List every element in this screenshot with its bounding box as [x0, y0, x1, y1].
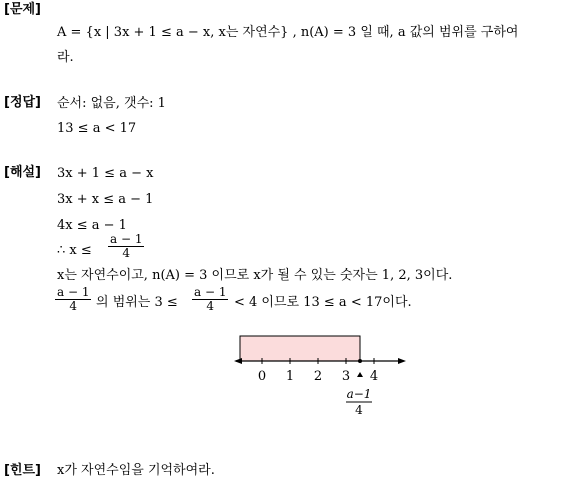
tick-label: 3 [341, 369, 351, 384]
solution-step-4: ∴ x ≤ [57, 243, 92, 258]
solution-step-5: x는 자연수이고, n(A) = 3 이므로 x가 될 수 있는 숫자는 1, 2, 3이다. [57, 268, 453, 283]
answer-line-1: 순서: 없음, 갯수: 1 [57, 96, 166, 111]
fraction-denominator: 4 [206, 299, 215, 313]
hint-header: [힌트] [4, 463, 41, 478]
answer-line-2: 13 ≤ a < 17 [57, 121, 137, 136]
solution-step-6-end: < 4 이므로 13 ≤ a < 17이다. [234, 295, 412, 310]
axis-right-arrow [398, 358, 406, 364]
marker-point [358, 359, 362, 363]
marker-label-denominator: 4 [355, 403, 363, 417]
hint-text: x가 자연수임을 기억하여라. [57, 463, 215, 478]
shaded-range [240, 336, 360, 361]
solution-step-4-fraction [108, 233, 144, 260]
solution-step-6-fraction-right [192, 286, 228, 313]
solution-step-6-middle: 의 범위는 3 ≤ [96, 295, 178, 310]
tick-label: 0 [257, 369, 267, 384]
fraction-numerator: a − 1 [194, 285, 227, 299]
tick-label: 2 [313, 369, 323, 384]
fraction-numerator: a − 1 [110, 232, 143, 246]
solution-step-6-fraction-left [55, 286, 91, 313]
solution-header: [해설] [4, 165, 41, 180]
solution-step-1: 3x + 1 ≤ a − x [57, 166, 154, 181]
marker-pointer [357, 372, 363, 377]
tick-label: 4 [369, 369, 379, 384]
axis-left-arrow [234, 358, 242, 364]
problem-line-1: A = {x | 3x + 1 ≤ a − x, x는 자연수} , n(A) = 3 일 때, a 값의 범위를 구하여 [57, 25, 519, 40]
solution-step-3: 4x ≤ a − 1 [57, 218, 127, 233]
fraction-denominator: 4 [69, 299, 78, 313]
problem-line-2: 라. [57, 50, 74, 65]
answer-header: [정답] [4, 95, 41, 110]
solution-step-2: 3x + x ≤ a − 1 [57, 192, 154, 207]
fraction-numerator: a − 1 [57, 285, 90, 299]
number-line-diagram [0, 325, 587, 425]
problem-header: [문제] [4, 2, 41, 17]
marker-label-numerator: a−1 [346, 387, 372, 401]
fraction-denominator: 4 [122, 246, 131, 260]
tick-label: 1 [285, 369, 295, 384]
